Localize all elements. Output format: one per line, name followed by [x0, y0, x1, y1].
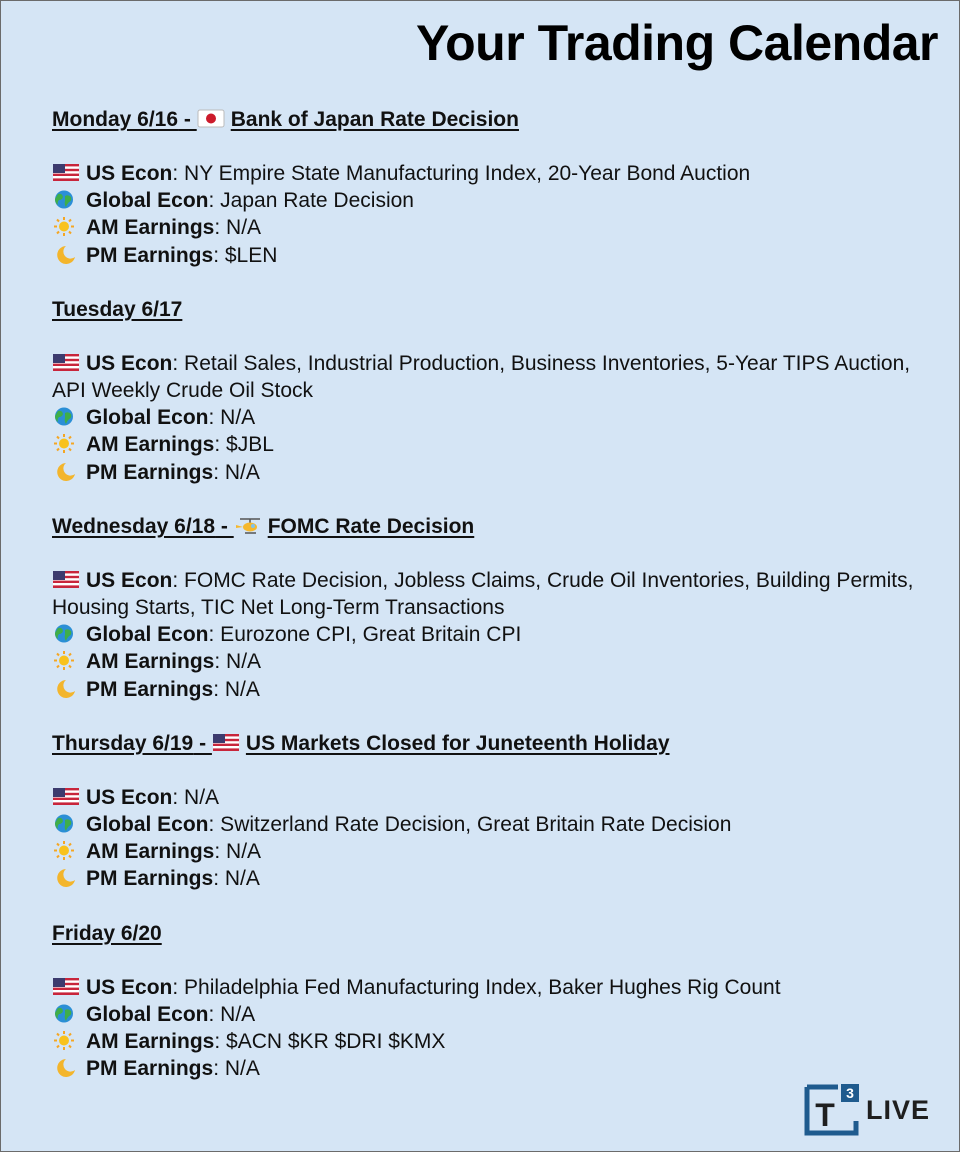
day-tuesday — [52, 296, 932, 486]
globe-icon — [52, 190, 80, 209]
am-earnings-line — [52, 431, 932, 458]
us-econ-line — [52, 974, 932, 1001]
us-econ-label: US Econ — [86, 351, 173, 375]
am-earnings-label: AM Earnings — [86, 840, 215, 864]
globe-icon — [52, 407, 80, 426]
day-wednesday — [52, 513, 932, 703]
am-earnings-line — [52, 1028, 932, 1055]
us-flag-icon — [52, 163, 80, 182]
am-earnings-line — [52, 214, 932, 241]
am-earnings-value: : N/A — [214, 216, 262, 240]
calendar-content — [52, 106, 932, 1109]
us-flag-icon — [52, 570, 80, 589]
logo-letter: T — [815, 1097, 835, 1133]
pm-earnings-line — [52, 459, 932, 486]
pm-earnings-line — [52, 242, 932, 269]
am-earnings-line — [52, 648, 932, 675]
day-heading — [52, 513, 932, 541]
global-econ-value: : Eurozone CPI, Great Britain CPI — [208, 623, 522, 647]
am-earnings-value: : N/A — [214, 840, 262, 864]
us-econ-line — [52, 160, 932, 187]
pm-earnings-line — [52, 676, 932, 703]
globe-icon — [52, 1004, 80, 1023]
sun-icon — [52, 841, 80, 860]
day-event: US Markets Closed for Juneteenth Holiday — [245, 731, 670, 755]
day-heading — [52, 296, 932, 324]
logo-superscript: 3 — [846, 1085, 854, 1101]
us-econ-label: US Econ — [86, 785, 173, 809]
day-event: FOMC Rate Decision — [267, 514, 475, 538]
crescent-moon-icon — [52, 462, 80, 481]
sun-icon — [52, 217, 80, 236]
us-econ-line — [52, 350, 932, 404]
us-flag-icon — [212, 733, 240, 752]
am-earnings-label: AM Earnings — [86, 1030, 215, 1054]
us-econ-label: US Econ — [86, 162, 173, 185]
global-econ-label: Global Econ — [86, 623, 209, 647]
am-earnings-label: AM Earnings — [86, 433, 215, 457]
heading-separator: - — [193, 731, 212, 755]
global-econ-label: Global Econ — [86, 1002, 209, 1026]
us-econ-value: : N/A — [172, 785, 220, 809]
logo-text: LIVE — [866, 1095, 931, 1125]
sun-icon — [52, 1031, 80, 1050]
pm-earnings-label: PM Earnings — [86, 677, 214, 701]
us-econ-value: : Retail Sales, Industrial Production, Business Inventories, 5-Year TIPS Auction, API Weekly Crude Oil Stock — [52, 351, 911, 403]
pm-earnings-label: PM Earnings — [86, 867, 214, 891]
us-econ-value: : Philadelphia Fed Manufacturing Index, Baker Hughes Rig Count — [172, 975, 781, 999]
global-econ-label: Global Econ — [86, 813, 209, 837]
am-earnings-value: : $ACN $KR $DRI $KMX — [214, 1030, 446, 1054]
day-monday — [52, 106, 932, 269]
heading-separator: - — [215, 514, 234, 538]
day-heading — [52, 920, 932, 948]
us-econ-line — [52, 567, 932, 621]
pm-earnings-label: PM Earnings — [86, 1057, 214, 1081]
am-earnings-line — [52, 838, 932, 865]
global-econ-line — [52, 404, 932, 431]
global-econ-label: Global Econ — [86, 406, 209, 430]
crescent-moon-icon — [52, 245, 80, 264]
day-friday — [52, 920, 932, 1083]
pm-earnings-value: : $LEN — [213, 243, 278, 267]
am-earnings-value: : N/A — [214, 650, 262, 674]
sun-icon — [52, 651, 80, 670]
us-flag-icon — [52, 977, 80, 996]
global-econ-value: : Switzerland Rate Decision, Great Britain Rate Decision — [208, 813, 732, 837]
pm-earnings-label: PM Earnings — [86, 460, 214, 484]
day-date: Wednesday 6/18 — [52, 514, 216, 538]
us-econ-line — [52, 784, 932, 811]
day-heading — [52, 106, 932, 134]
day-date: Friday 6/20 — [52, 921, 162, 945]
us-flag-icon — [52, 353, 80, 372]
am-earnings-label: AM Earnings — [86, 650, 215, 674]
pm-earnings-value: : N/A — [213, 1057, 260, 1081]
day-date: Thursday 6/19 — [52, 731, 194, 755]
pm-earnings-value: : N/A — [213, 677, 260, 701]
pm-earnings-line — [52, 865, 932, 892]
crescent-moon-icon — [52, 1058, 80, 1077]
globe-icon — [52, 814, 80, 833]
day-date: Monday 6/16 — [52, 108, 179, 131]
pm-earnings-line — [52, 1055, 932, 1082]
us-econ-label: US Econ — [86, 568, 173, 592]
day-heading — [52, 730, 932, 758]
t3-logo-mark — [804, 1083, 864, 1139]
global-econ-value: : N/A — [208, 1002, 256, 1026]
page-title: Your Trading Calendar — [416, 15, 938, 71]
helicopter-icon — [234, 516, 262, 535]
us-econ-value: : FOMC Rate Decision, Jobless Claims, Crude Oil Inventories, Building Permits, Housing Starts, TIC Net Long-Term Transactions — [52, 568, 914, 620]
globe-icon — [52, 624, 80, 643]
global-econ-value: : N/A — [208, 406, 256, 430]
us-flag-icon — [52, 787, 80, 806]
global-econ-label: Global Econ — [86, 189, 209, 213]
us-econ-value: : NY Empire State Manufacturing Index, 20-Year Bond Auction — [172, 162, 751, 185]
am-earnings-value: : $JBL — [214, 433, 274, 457]
global-econ-line — [52, 187, 932, 214]
heading-separator: - — [178, 108, 197, 131]
pm-earnings-value: : N/A — [213, 867, 260, 891]
crescent-moon-icon — [52, 868, 80, 887]
global-econ-line — [52, 621, 932, 648]
global-econ-value: : Japan Rate Decision — [208, 189, 414, 213]
japan-flag-icon — [197, 109, 225, 128]
day-thursday — [52, 730, 932, 893]
day-event: Bank of Japan Rate Decision — [230, 108, 519, 131]
global-econ-line — [52, 811, 932, 838]
global-econ-line — [52, 1001, 932, 1028]
pm-earnings-value: : N/A — [213, 460, 260, 484]
pm-earnings-label: PM Earnings — [86, 243, 214, 267]
us-econ-label: US Econ — [86, 975, 173, 999]
day-date: Tuesday 6/17 — [52, 297, 183, 321]
am-earnings-label: AM Earnings — [86, 216, 215, 240]
sun-icon — [52, 434, 80, 453]
crescent-moon-icon — [52, 679, 80, 698]
